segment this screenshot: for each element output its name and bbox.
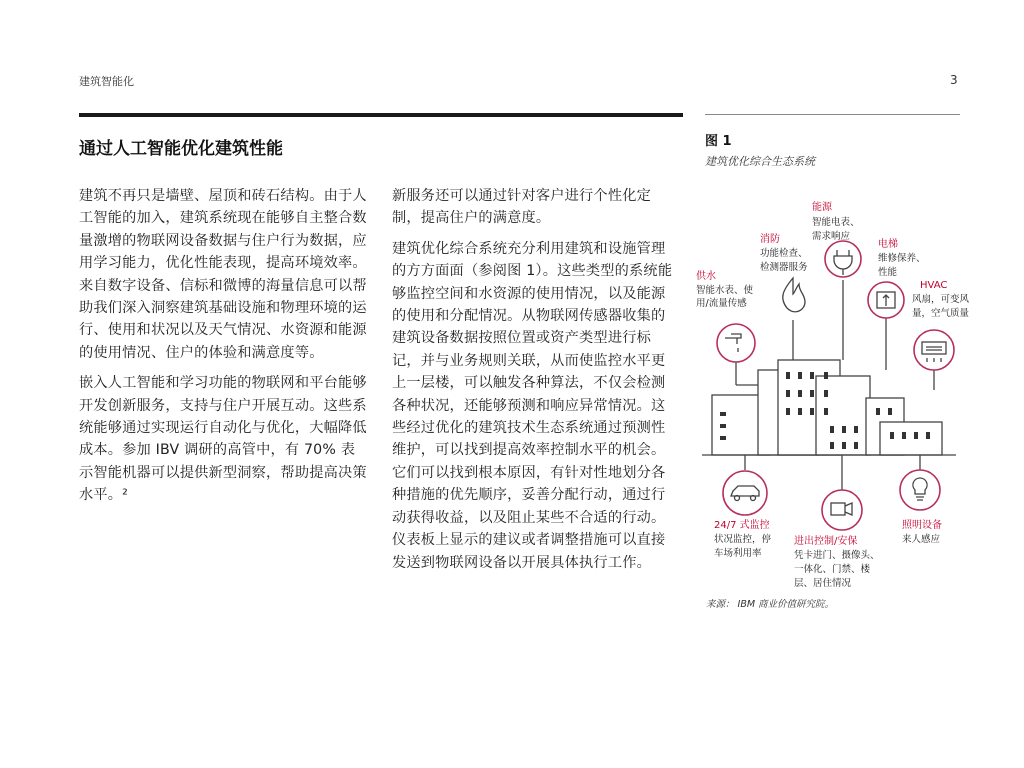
label-elevator [878, 237, 926, 278]
svg-text:量，空气质量: 量，空气质量 [912, 308, 970, 319]
running-title: 建筑智能化 [79, 75, 134, 88]
svg-text:层、居住情况: 层、居住情况 [794, 578, 852, 589]
label-fire [760, 232, 808, 273]
building-cluster [702, 360, 956, 455]
svg-text:HVAC: HVAC [920, 280, 948, 291]
svg-text:照明设备: 照明设备 [902, 520, 942, 531]
svg-text:需求响应: 需求响应 [812, 231, 851, 242]
svg-text:性能: 性能 [878, 267, 898, 278]
paragraph: 嵌入人工智能和学习功能的物联网和平台能够开发创新服务，支持与住户开展互动。这些系统能够通过实现运行自动化与优化，大幅降低成本。参加 IBV 调研的高管中，有 70% 表示智能机器可以提供新型洞察，帮助提高决策水平。² [79, 375, 367, 504]
svg-text:维修保养、: 维修保养、 [878, 253, 926, 264]
label-lighting [902, 518, 942, 545]
svg-text:一体化、门禁、楼: 一体化、门禁、楼 [794, 564, 871, 575]
figure-rule [705, 114, 960, 115]
svg-text:24/7 式监控: 24/7 式监控 [714, 520, 770, 531]
flame-icon [783, 278, 805, 312]
page-number: 3 [950, 73, 958, 87]
svg-text:供水: 供水 [696, 271, 716, 282]
label-access-control [794, 534, 880, 589]
paragraph: 建筑不再只是墙壁、屋顶和砖石结构。由于人工智能的加入，建筑系统现在能够自主整合数量激增的物联网设备数据与住户行为数据，应用学习能力，优化性能表现，提高环境效率。来自数字设备、信标和微博的海量信息可以帮助我们深入洞察建筑基础设施和物理环境的运行、使用和状况以及天气情况、水资源和能源的使用情况、住户的体验和满意度等。 [79, 188, 367, 361]
label-hvac [912, 280, 970, 319]
svg-text:消防: 消防 [760, 234, 780, 245]
svg-text:能源: 能源 [812, 202, 832, 213]
plug-icon [825, 241, 861, 277]
paragraph: 建筑优化综合系统充分利用建筑和设施管理的方方面面（参阅图 1）。这些类型的系统能够监控空间和水资源的使用情况，以及能源的使用和分配情况。从物联网传感器收集的建筑设备数据按照位置或资产类型进行标记，并与业务规则关联，从而使监控水平更上一层楼，可以触发各种算法，不仅会检测各种状况，还能够预测和响应异常情况。这些经过优化的建筑技术生态系统通过预测性维护，可以找到提高效率控制水平的机会。它们可以找到根本原因，有针对性地划分各种措施的优先顺序，妥善分配行动，通过行动获得收益，以及阻止某些不合适的行动。仪表板上显示的建议或者调整措施可以直接发送到物联网设备以开展具体执行工作。 [392, 240, 673, 571]
text-column-2 [392, 185, 677, 582]
elevator-icon [868, 282, 904, 318]
svg-text:车场利用率: 车场利用率 [714, 548, 762, 559]
svg-text:状况监控，停: 状况监控，停 [714, 534, 772, 545]
svg-text:检测器服务: 检测器服务 [760, 262, 808, 273]
figure-label: 图 1 [705, 134, 732, 149]
svg-text:凭卡进门、摄像头、: 凭卡进门、摄像头、 [794, 550, 880, 561]
camera-icon [822, 490, 862, 530]
svg-text:风扇，可变风: 风扇，可变风 [912, 294, 970, 305]
label-monitoring [714, 518, 772, 559]
svg-text:智能电表、: 智能电表、 [812, 217, 860, 228]
label-water [696, 269, 754, 309]
faucet-icon [717, 324, 755, 362]
label-energy [812, 200, 860, 242]
svg-text:用/流量传感: 用/流量传感 [696, 298, 747, 309]
text-column-1 [79, 185, 369, 515]
svg-text:电梯: 电梯 [878, 239, 898, 250]
figure-source: 来源： IBM 商业价值研究院。 [706, 599, 835, 610]
hvac-icon [914, 330, 954, 370]
paragraph: 新服务还可以通过针对客户进行个性化定制，提高住户的满意度。 [392, 188, 651, 227]
lightbulb-icon [900, 470, 940, 510]
ecosystem-figure [690, 190, 990, 610]
section-rule [79, 113, 683, 117]
svg-text:进出控制/安保: 进出控制/安保 [794, 536, 858, 547]
svg-text:功能检查、: 功能检查、 [760, 248, 808, 259]
car-icon [723, 471, 767, 515]
svg-text:智能水表、使: 智能水表、使 [696, 285, 754, 296]
figure-caption: 建筑优化综合生态系统 [705, 155, 815, 168]
article-title: 通过人工智能优化建筑性能 [79, 139, 283, 159]
svg-text:来人感应: 来人感应 [902, 534, 941, 545]
